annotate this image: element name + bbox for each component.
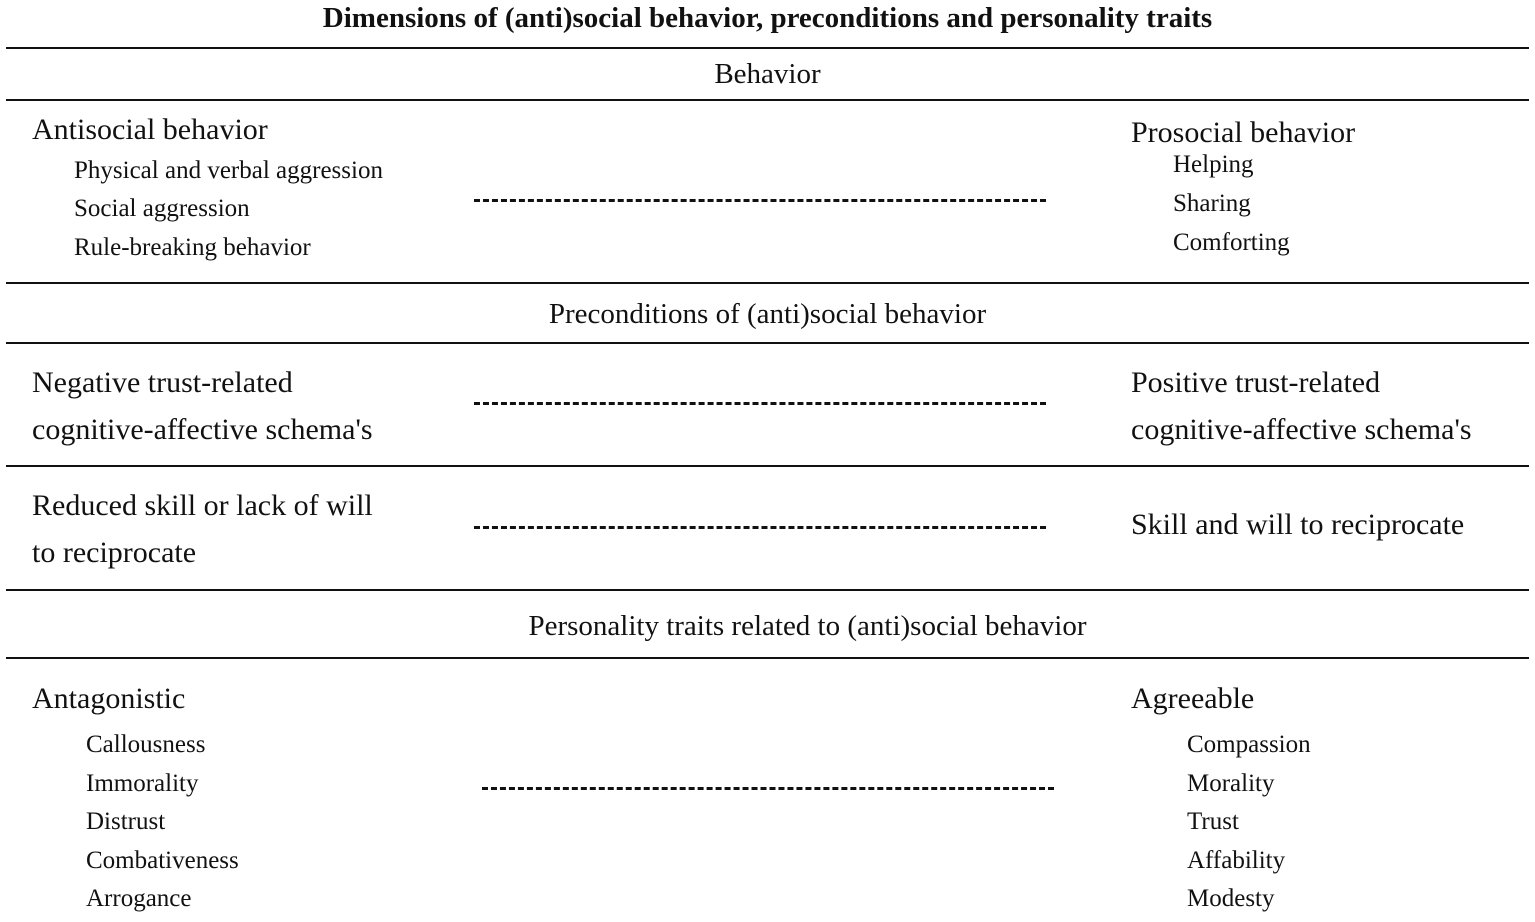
divider-top (6, 47, 1529, 49)
antagonistic-label: Antagonistic (32, 682, 186, 715)
agreeable-trait: Trust (1187, 808, 1239, 835)
agreeable-trait: Morality (1187, 770, 1275, 797)
section-heading-traits: Personality traits related to (anti)social behavior (528, 610, 1087, 642)
negative-trust-schema-line: cognitive-affective schema's (32, 413, 373, 446)
antisocial-item: Social aggression (74, 195, 250, 222)
antagonistic-trait: Arrogance (86, 885, 192, 912)
antagonistic-trait: Combativeness (86, 847, 239, 874)
negative-trust-schema-line: Negative trust-related (32, 366, 293, 399)
agreeable-trait: Compassion (1187, 731, 1311, 758)
antagonistic-trait: Distrust (86, 808, 166, 835)
continuum-dashed-line (482, 787, 1054, 790)
divider-preconditions (6, 342, 1529, 344)
divider-preconditions-top (6, 282, 1529, 284)
antisocial-behavior-label: Antisocial behavior (32, 113, 268, 146)
antisocial-item: Physical and verbal aggression (74, 157, 383, 184)
prosocial-item: Helping (1173, 151, 1254, 178)
continuum-dashed-line (474, 199, 1046, 202)
antagonistic-trait: Immorality (86, 770, 199, 797)
reduced-reciprocity-line: Reduced skill or lack of will (32, 489, 373, 522)
agreeable-trait: Modesty (1187, 885, 1275, 912)
agreeable-label: Agreeable (1131, 682, 1255, 715)
antisocial-item: Rule-breaking behavior (74, 234, 311, 261)
section-heading-preconditions: Preconditions of (anti)social behavior (548, 298, 987, 330)
continuum-dashed-line (474, 526, 1046, 529)
agreeable-trait: Affability (1187, 847, 1286, 874)
prosocial-behavior-label: Prosocial behavior (1131, 116, 1356, 149)
positive-trust-schema-line: Positive trust-related (1131, 366, 1381, 399)
divider-traits-top (6, 589, 1529, 591)
prosocial-item: Comforting (1173, 229, 1290, 256)
figure-title: Dimensions of (anti)social behavior, preconditions and personality traits (322, 2, 1213, 34)
reciprocity-skill-label: Skill and will to reciprocate (1131, 508, 1465, 541)
positive-trust-schema-line: cognitive-affective schema's (1131, 413, 1472, 446)
prosocial-item: Sharing (1173, 190, 1251, 217)
continuum-dashed-line (474, 402, 1046, 405)
divider-reciprocity (6, 465, 1529, 467)
section-heading-behavior: Behavior (714, 58, 821, 90)
antagonistic-trait: Callousness (86, 731, 206, 758)
reduced-reciprocity-line: to reciprocate (32, 536, 197, 569)
divider-traits (6, 657, 1529, 659)
divider-behavior (6, 99, 1529, 101)
